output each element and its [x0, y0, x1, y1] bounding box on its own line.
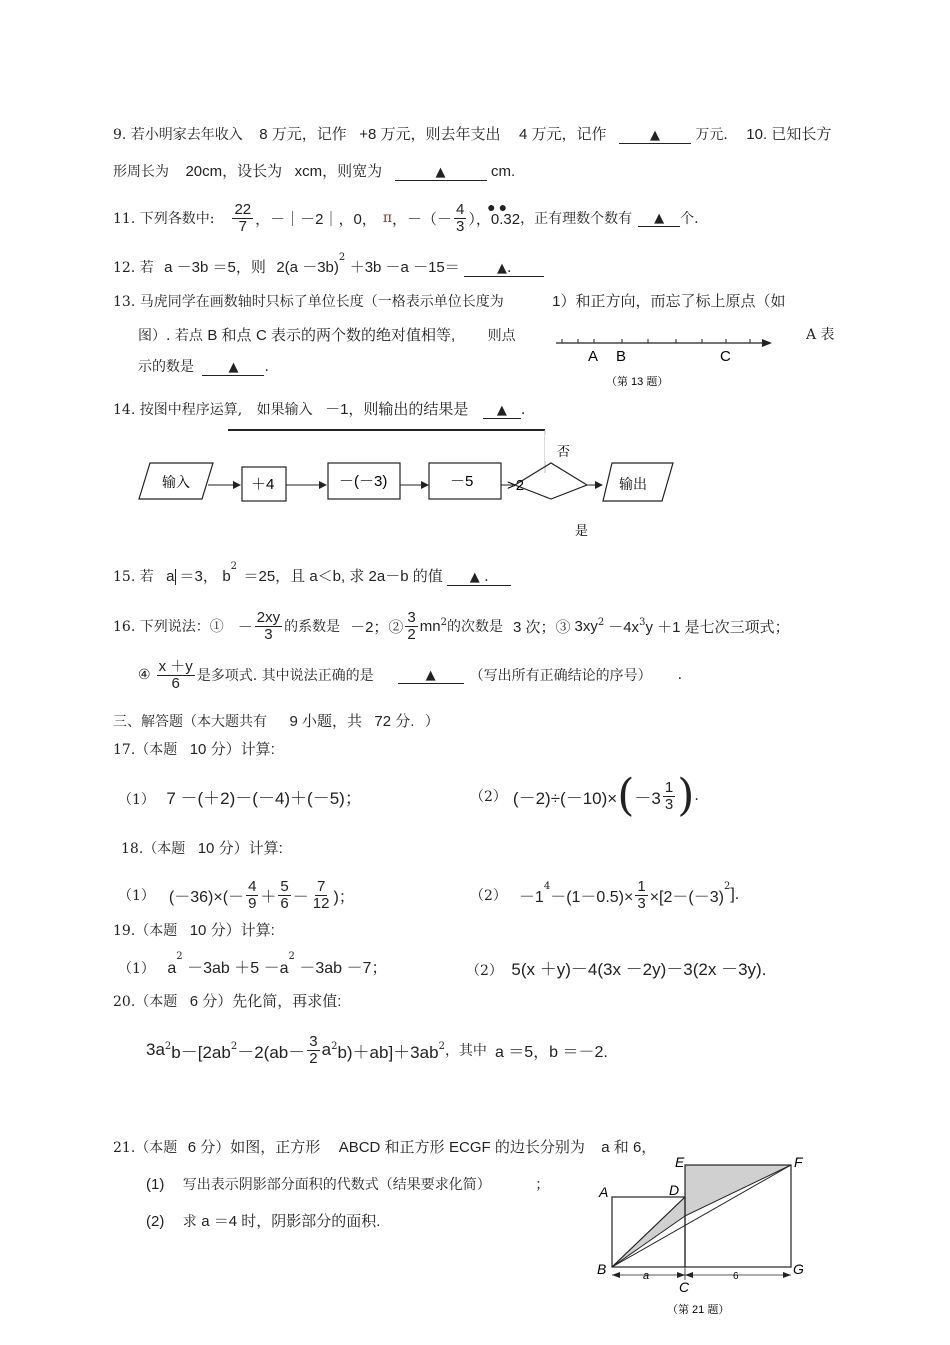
repeating-decimal	[468, 198, 521, 229]
part-label: （2）	[470, 789, 507, 805]
question-12	[113, 252, 544, 277]
no-label: 否	[557, 444, 571, 459]
q16-expr-3: －4x	[608, 618, 640, 636]
part-label: （2）	[470, 888, 507, 904]
denominator: 2	[309, 1049, 318, 1067]
label-f: F	[794, 1154, 803, 1170]
q11-text-6: 个.	[680, 211, 699, 227]
question-11	[113, 193, 699, 243]
question-17-title	[113, 738, 275, 759]
q16-text-8: （写出所有正确结论的序号）	[469, 668, 652, 684]
fraction	[311, 879, 332, 912]
q16-text-2: 的系数是	[284, 619, 341, 635]
fraction	[454, 202, 466, 235]
q18-title-text: 18.（本题	[121, 841, 186, 857]
q18-title-text-2: 10 分）计算:	[197, 840, 283, 857]
q10-start: 10. 已知长方	[746, 126, 832, 143]
q20-title-text-2: 6 分）先化简，再求值:	[189, 993, 342, 1010]
q17-part-2	[470, 770, 699, 822]
expression-end: )；	[333, 888, 355, 906]
q19-part-1: （1） $a^2 -3ab +5 -a^2 -3ab -7$；	[118, 951, 388, 977]
denominator: 9	[248, 894, 257, 912]
q14-text: 14. 按图中程序运算,	[113, 402, 243, 418]
arrow-icon	[685, 1272, 693, 1278]
yes-label: 是	[575, 523, 589, 538]
exponent: 2	[230, 561, 238, 572]
point-c-label: C	[720, 348, 731, 365]
fraction	[278, 879, 290, 912]
q13-text-6: 则点	[487, 328, 516, 344]
circled-4: ④	[138, 667, 151, 683]
expression: 5(x ＋y)－4(3x －2y)－3(2x －3y).	[511, 960, 767, 979]
q21-part-2	[146, 1210, 380, 1231]
q13-text-2: 1）和正方向，而忘了标上原点（如	[552, 293, 786, 310]
question-14	[113, 398, 525, 419]
q9-text-3: +8 万元，则去年支出	[359, 126, 501, 143]
label-g: G	[793, 1261, 804, 1277]
q13-text-8: 示的数是	[138, 359, 194, 375]
label-e: E	[675, 1154, 685, 1170]
op1-label: ＋4	[251, 476, 275, 493]
q11-text-5: ，正有理数个数有	[520, 211, 633, 227]
numerator: 1	[637, 877, 646, 895]
denominator: 3	[637, 894, 646, 912]
q16-expr: mn	[419, 617, 441, 635]
arrow-icon	[783, 1272, 791, 1278]
exponent: 2	[176, 951, 183, 962]
answer-blank[interactable]	[483, 402, 521, 419]
q17-title-text: 17.（本题	[113, 742, 178, 758]
arrow-icon	[762, 339, 772, 347]
expression: 7 －(＋2)－(－4)＋(－5)；	[166, 789, 362, 808]
q10-text: 形周长为	[113, 164, 169, 180]
q12-text: 12. 若	[113, 260, 154, 276]
section-title-text-3: 72 分.	[374, 713, 415, 730]
shaded-triangle-right	[685, 1165, 791, 1216]
q11-text-3: ，－（－	[392, 210, 453, 228]
repeat-dots-icon: ●●	[487, 198, 511, 215]
denominator: 3	[664, 795, 674, 813]
pi-symbol: π	[382, 210, 393, 226]
answer-blank[interactable]	[638, 210, 680, 227]
q15-text-2: ＝3，	[179, 568, 218, 585]
fraction	[663, 780, 675, 813]
denominator: 12	[312, 894, 330, 912]
q20-values: a ＝5，b ＝－2.	[494, 1043, 608, 1061]
triangle-mark: ▲	[228, 360, 239, 375]
expression-3: －3ab －7；	[299, 960, 388, 977]
exponent: 4	[543, 880, 551, 892]
arrow-icon	[595, 481, 603, 489]
q21-title-text: 21.（本题	[113, 1140, 178, 1156]
q17-part-1	[118, 784, 362, 809]
q20-title-text: 20.（本题	[113, 994, 178, 1010]
answer-blank[interactable]	[395, 164, 487, 181]
q11-text-4: ），0.32	[468, 210, 521, 228]
triangle-mark: ▲	[496, 261, 507, 276]
q16-text-6: y ＋1 是七次三项式；	[645, 618, 790, 636]
q21-part-1	[146, 1174, 549, 1194]
numerator: 7	[316, 877, 326, 895]
question-10	[113, 160, 515, 181]
fraction	[255, 610, 282, 643]
q16-text-7: 是多项式. 其中说法正确的是	[196, 668, 374, 684]
op3-label: －5	[450, 473, 474, 490]
q15-text: 15. 若	[113, 569, 154, 585]
part-label: （1）	[118, 888, 155, 904]
answer-blank[interactable]	[447, 569, 511, 586]
triangle-mark: ▲	[425, 667, 436, 683]
q11-text-2: ，－｜－2｜，0，	[255, 210, 377, 228]
q9-text: 9. 若小明家去年收入	[113, 127, 243, 143]
q20-where: ，其中	[444, 1043, 487, 1059]
question-21-title	[113, 1136, 656, 1157]
part-label: （1）	[118, 961, 155, 977]
denominator: 6	[280, 894, 289, 912]
question-18-title	[121, 837, 283, 858]
q16-text-5: 3 次；③	[512, 618, 571, 636]
triangle-mark: ▲	[654, 210, 665, 226]
section-title-text-4: ）	[424, 714, 439, 730]
numerator: 4	[456, 200, 465, 218]
q13-text-3: 图）. 若点	[138, 328, 203, 344]
question-15	[113, 561, 511, 586]
q15-text-3: ＝25，且 a＜b, 求 2a－b 的值	[243, 568, 443, 585]
period: .	[506, 260, 512, 276]
q13-text: 13. 马虎同学在画数轴时只标了单位长度（一格表示单位长度为	[113, 294, 504, 310]
var-a: a	[166, 568, 175, 585]
section-title-text-2: 9 小题，共	[289, 713, 362, 730]
fraction	[232, 202, 253, 235]
period: .	[484, 569, 489, 585]
q9-text-4: 4 万元，记作	[518, 126, 607, 143]
input-label: 输入	[162, 474, 190, 490]
expression: －1	[518, 888, 544, 906]
fraction	[157, 659, 195, 692]
fraction	[405, 610, 417, 643]
fraction	[307, 1034, 319, 1067]
expression-2: b－[2ab	[171, 1042, 231, 1062]
q9-text-5: 万元.	[695, 127, 728, 143]
minus-sign: －	[237, 618, 253, 636]
denominator: 3	[264, 625, 273, 643]
q10-text-4: cm.	[491, 163, 516, 180]
arrow-icon	[421, 481, 429, 489]
expression: (－36)×(－	[168, 888, 245, 906]
period: .	[677, 667, 683, 683]
expression-3: ×[2－(－3)	[649, 888, 724, 906]
answer-blank[interactable]	[398, 667, 464, 684]
exponent: 2	[438, 1040, 445, 1052]
flowchart	[135, 423, 695, 543]
question-16: 16. 下列说法：① － $\frac{2xy}{3}$ 的系数是 －2；② $\frac{3}{2}$ mn 2 的次数是 3 次；③ 3xy 2 －4x 3 y ＋1 是七次三项式；	[113, 608, 790, 643]
fraction	[246, 879, 258, 912]
answer-blank[interactable]	[464, 260, 544, 277]
exponent: 2	[440, 616, 447, 628]
denominator: 2	[407, 625, 416, 643]
exponent: 2	[723, 880, 731, 892]
q21-part-1-text: 写出表示阴影部分面积的代数式（结果要求化简）	[182, 1177, 491, 1193]
denominator: 6	[171, 674, 180, 692]
condition-diamond	[515, 463, 587, 499]
op2-label: －(－3)	[339, 473, 388, 490]
arrow-icon	[319, 481, 327, 489]
numerator: 3	[309, 1032, 318, 1050]
q12-text-2: a －3b ＝5，则	[164, 259, 266, 276]
expression-end: ].	[730, 886, 740, 903]
q10-text-2: 20cm，设长为	[185, 163, 283, 180]
q11-text: 11. 下列各数中:	[113, 211, 215, 227]
numerator: 3	[407, 608, 416, 626]
question-16-line-2	[138, 652, 682, 698]
output-label: 输出	[619, 476, 647, 492]
condition-label: >2	[507, 477, 525, 494]
triangle-mark: ▲	[435, 165, 446, 180]
numerator: 22	[234, 200, 252, 218]
figure-caption: （第 21 题）	[667, 1304, 730, 1316]
length-6-label: 6	[733, 1271, 739, 1282]
q17-title-text-2: 10 分）计算:	[189, 741, 275, 758]
label-d: D	[669, 1182, 680, 1198]
label-c: C	[679, 1279, 690, 1295]
numerator: x ＋y	[158, 657, 193, 675]
q18-part-2	[470, 870, 739, 920]
numerator: 5	[280, 877, 289, 895]
expression: 3a	[146, 1040, 165, 1059]
point-a-label: A	[588, 348, 599, 365]
figure-caption: （第 13 题）	[606, 376, 669, 388]
q21-part-2-text-2: a ＝4 时，阴影部分的面积.	[201, 1213, 381, 1230]
numerator: 4	[248, 877, 257, 895]
q16-text-3: －2；②	[350, 618, 404, 636]
paren-right: )	[677, 770, 695, 821]
q18-part-1	[118, 870, 355, 920]
q14-text-3: －1，则输出的结果是	[325, 401, 469, 418]
q14-text-2: 如果输入	[256, 402, 313, 418]
paren-left: (	[617, 770, 635, 821]
question-20-title	[113, 990, 341, 1011]
question-19-title	[113, 919, 275, 940]
triangle-mark: ▲	[649, 128, 660, 143]
denominator: 3	[456, 217, 465, 235]
expression: a	[167, 960, 177, 977]
expression-4: a	[321, 1040, 332, 1059]
part-label: （2）	[466, 963, 503, 979]
q21-title-text-2: 6 分）如图，正方形	[187, 1139, 321, 1156]
expression-5: b)＋ab]＋3ab	[337, 1042, 439, 1062]
q13-text-7: A 表	[806, 327, 835, 343]
squares-figure	[595, 1150, 815, 1320]
question-13-line-1	[113, 290, 786, 311]
q21-title-text-5: a 和 6，	[601, 1139, 657, 1156]
triangle-mark: ▲	[469, 570, 480, 585]
q10-text-3: xcm，则宽为	[294, 163, 383, 180]
abs-bar	[175, 569, 176, 585]
numerator: 2xy	[256, 608, 281, 626]
length-a-label: a	[643, 1270, 650, 1282]
number-line-figure	[550, 330, 790, 392]
section-title-text: 三、解答题（本大题共有	[113, 714, 267, 730]
q20-expression: 3a 2 b－[2ab 2 －2(ab－ $\frac{3}{2}$ a 2 b)＋ab]＋3ab 2 ，其中 a ＝5，b ＝－2.	[146, 1032, 608, 1067]
period: .	[264, 359, 269, 375]
arrow-icon	[612, 1272, 620, 1278]
period: .	[520, 402, 526, 418]
q21-title-text-4: ECGF 的边长分别为	[448, 1139, 585, 1156]
q21-part-2-text: 求	[182, 1214, 197, 1230]
label-a: A	[599, 1184, 609, 1200]
arrow-icon	[677, 1272, 685, 1278]
exponent: 2	[338, 252, 346, 263]
section-3-title	[113, 710, 439, 731]
expression-2: －3	[634, 788, 661, 808]
var-b: b	[222, 568, 231, 585]
answer-blank[interactable]	[202, 359, 264, 376]
period: .	[694, 788, 699, 804]
question-9	[113, 123, 831, 144]
q12-expr: 2(a －3b)	[276, 259, 339, 276]
q19-part-2	[466, 955, 766, 980]
part-label: （1）	[118, 792, 155, 808]
expression-2: －(1－0.5)×	[550, 888, 634, 906]
q16-expr-2: 3xy	[574, 617, 598, 635]
q13-text-4: B 和点	[207, 327, 252, 344]
q12-expr-2: ＋3b －a －15＝	[349, 259, 460, 276]
point-b-label: B	[616, 348, 627, 365]
part-label: (1)	[146, 1176, 165, 1193]
denominator: 7	[238, 217, 247, 235]
q16-text-4: 的次数是	[446, 619, 503, 635]
minus-sign: －	[292, 888, 309, 906]
part-label: (2)	[146, 1213, 165, 1230]
question-13-line-3	[138, 356, 269, 376]
q21-title-text-3: ABCD 和正方形	[338, 1139, 445, 1156]
label-b: B	[597, 1261, 607, 1277]
triangle-mark: ▲	[496, 403, 507, 418]
question-13-line-2	[138, 324, 516, 345]
q19-title-text: 19.（本题	[113, 923, 178, 939]
q16-text: 16. 下列说法：①	[113, 619, 224, 635]
q9-text-2: 8 万元，记作	[259, 126, 347, 143]
answer-blank[interactable]	[619, 127, 691, 144]
expression-3: －2(ab－	[237, 1042, 306, 1062]
plus-sign: ＋	[260, 888, 277, 906]
expression-2: －3ab ＋5 －a	[187, 960, 289, 977]
expression: (－2)÷(－10)×	[512, 788, 618, 808]
q19-title-text-2: 10 分）计算:	[189, 922, 275, 939]
numerator: 1	[664, 778, 674, 796]
semicolon: ；	[535, 1177, 550, 1193]
arrow-icon	[233, 481, 241, 489]
q13-text-5: C 表示的两个数的绝对值相等,	[256, 327, 456, 344]
fraction	[635, 879, 647, 912]
